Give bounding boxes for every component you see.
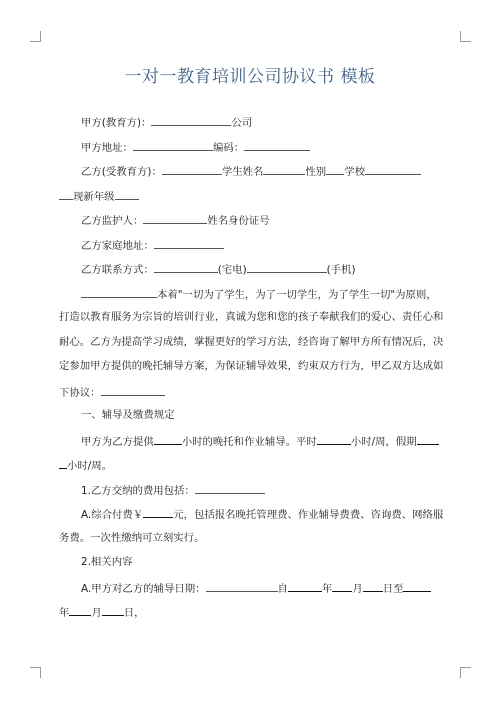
- fee-a-line: [59, 506, 444, 531]
- corner-mark-top-right: [460, 31, 471, 42]
- contact-line: [59, 261, 440, 286]
- section-1-title: 一、辅导及缴费规定: [81, 409, 175, 421]
- home-phone-label: (宅电): [217, 264, 247, 276]
- address-label: 甲方地址：: [81, 141, 133, 154]
- home-address-label: 乙方家庭地址：: [81, 239, 154, 252]
- date-blank[interactable]: [206, 580, 278, 592]
- code-blank[interactable]: [244, 139, 310, 151]
- fee-a-text-1: A.综合付费￥: [81, 509, 144, 521]
- end-day-blank[interactable]: [102, 604, 124, 616]
- home-address-blank[interactable]: [154, 237, 224, 249]
- end-year-blank[interactable]: [403, 580, 431, 592]
- guardian-line: [59, 212, 440, 237]
- student-name-label: 学生姓名: [221, 166, 264, 178]
- party-a-suffix: 公司: [231, 117, 253, 129]
- preamble-line-4: [59, 359, 444, 384]
- party-a-line: [59, 114, 440, 139]
- document-body: [59, 114, 444, 629]
- preamble-text-5: 下协议：: [59, 386, 101, 399]
- code-label: 编码：: [212, 141, 245, 154]
- agreement-blank[interactable]: [101, 384, 165, 396]
- year-label: 年: [321, 582, 333, 595]
- document-title: 一对一教育培训公司协议书 模板: [124, 67, 376, 87]
- preamble-line-5: [59, 384, 440, 409]
- date-from-label: 自: [277, 582, 288, 595]
- school-blank[interactable]: [365, 163, 421, 175]
- holiday-hours-blank[interactable]: [417, 433, 439, 445]
- date-line-2: [59, 604, 440, 629]
- mobile-label: (手机): [326, 264, 356, 276]
- total-hours-blank[interactable]: [154, 433, 182, 445]
- section-1-heading: [59, 408, 440, 433]
- corner-mark-top-left: [30, 31, 41, 42]
- month-label: 月: [352, 582, 363, 595]
- preamble-text-4: 定参加甲方提供的晚托辅导方案，为保证辅导效果，约束双方行为，甲乙双方达成如: [59, 360, 444, 372]
- tutoring-text-3: 小时/周，假期: [350, 435, 417, 448]
- start-year-blank[interactable]: [288, 580, 322, 592]
- preamble-text-2: 打造以教育服务为宗旨的培训行业，真诚为您和您的孩子奉献我们的爱心、责任心和: [59, 311, 444, 323]
- date-line: [59, 580, 440, 605]
- related-label: 2.相关内容: [81, 556, 133, 568]
- weekday-hours-blank[interactable]: [317, 433, 351, 445]
- tutoring-text-4: 小时/周。: [67, 460, 113, 472]
- end-month-blank[interactable]: [69, 604, 91, 616]
- grade-line: [59, 188, 440, 213]
- gender-blank[interactable]: [326, 163, 344, 175]
- preamble-line-1: [59, 286, 440, 311]
- id-label: 姓名身份证号: [207, 215, 270, 227]
- fee-a-line-2: [59, 531, 440, 556]
- party-b-blank[interactable]: [162, 163, 222, 175]
- fee-a-text-3: 务费。一次性缴纳可立刻实行。: [59, 531, 205, 544]
- school-label: 学校: [344, 166, 365, 178]
- tutoring-text-2: 小时的晚托和作业辅导。平时: [181, 435, 317, 448]
- grade-blank[interactable]: [115, 188, 139, 200]
- grade-pre-blank[interactable]: [59, 188, 73, 200]
- tutoring-line: [59, 433, 440, 458]
- party-a-blank[interactable]: [151, 114, 231, 126]
- preamble-line-2: [59, 310, 444, 335]
- start-day-blank[interactable]: [363, 580, 383, 592]
- guardian-label: 乙方监护人：: [81, 215, 144, 227]
- fee-heading-line: [59, 482, 440, 507]
- home-phone-blank[interactable]: [154, 261, 218, 273]
- fee-label: 1.乙方交纳的费用包括：: [81, 484, 195, 497]
- date-text-1: A.甲方对乙方的辅导日期：: [81, 582, 206, 595]
- gender-label: 性别: [305, 166, 327, 178]
- fee-amount-blank[interactable]: [143, 506, 173, 518]
- start-month-blank[interactable]: [332, 580, 352, 592]
- end-month-label: 月: [91, 607, 102, 619]
- student-name-blank[interactable]: [263, 163, 305, 175]
- day-end-label: 日，: [123, 607, 145, 619]
- tutoring-line-2: [59, 457, 440, 482]
- guardian-blank[interactable]: [143, 212, 207, 224]
- preamble-line-3: [59, 335, 444, 360]
- related-heading-line: [59, 555, 440, 580]
- party-b-label: 乙方(受教育方)：: [81, 166, 162, 178]
- fee-blank[interactable]: [195, 482, 265, 494]
- day-to-label: 日至: [382, 582, 404, 595]
- holiday-hours-blank-cont[interactable]: [59, 457, 67, 469]
- corner-mark-bottom-right: [460, 667, 471, 678]
- mobile-blank[interactable]: [247, 261, 327, 273]
- preamble-text-3: 耐心。乙方为提高学习成绩，掌握更好的学习方法，经咨询了解甲方所有情况后，决: [59, 335, 444, 348]
- grade-label: 现新年级: [73, 190, 115, 203]
- tutoring-text-1: 甲方为乙方提供: [81, 435, 154, 448]
- fee-a-text-2: 元，包括报名晚托管理费、作业辅导费费、咨询费、网络服: [173, 509, 444, 521]
- home-address-line: [59, 237, 440, 262]
- address-blank[interactable]: [133, 139, 213, 151]
- corner-mark-bottom-left: [30, 667, 41, 678]
- preamble-blank[interactable]: [81, 286, 157, 298]
- party-b-line: [59, 163, 440, 188]
- contact-label: 乙方联系方式：: [81, 264, 154, 276]
- party-a-label: 甲方(教育方)：: [81, 117, 152, 129]
- address-line: [59, 139, 440, 164]
- preamble-text-1: 本着"一切为了学生，为了一切学生，为了学生一切"为原则，: [157, 288, 437, 301]
- end-year-label: 年: [59, 607, 70, 619]
